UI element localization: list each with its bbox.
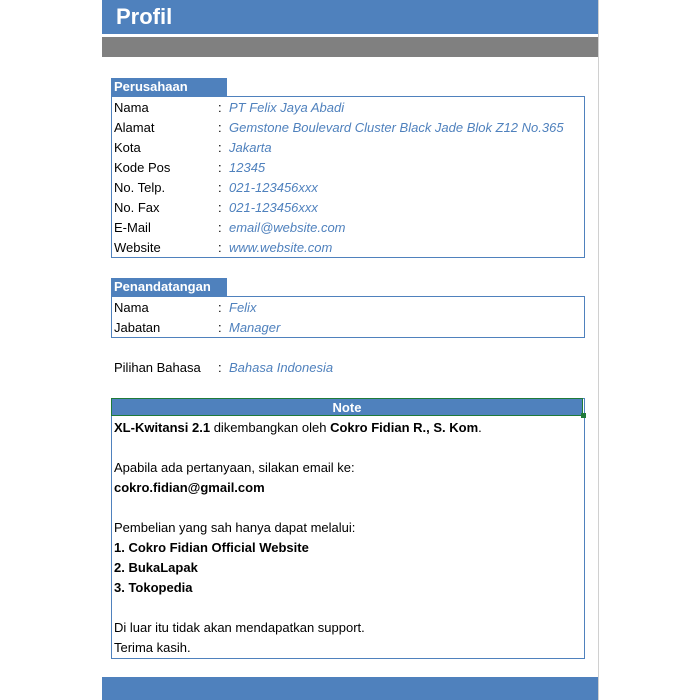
colon: : [218,200,222,215]
note-channel-2: 2. BukaLapak [114,560,198,575]
note-channel-3: 3. Tokopedia [114,580,193,595]
product-name: XL-Kwitansi 2.1 [114,420,211,435]
language-select[interactable]: Bahasa Indonesia [229,360,334,375]
company-row-address[interactable] [0,118,700,138]
company-fax-value[interactable]: 021-123456xxx [229,200,318,215]
company-city-value[interactable]: Jakarta [229,140,272,155]
company-email-value[interactable]: email@website.com [229,220,346,235]
page-title: Profil [116,4,173,29]
colon: : [218,360,222,375]
company-name-value[interactable]: PT Felix Jaya Abadi [229,100,345,115]
note-line-thanks: Terima kasih. [114,640,191,655]
field-label: Website [114,240,161,255]
title-bar [102,0,598,34]
colon: : [218,300,222,315]
signer-name-value[interactable]: Felix [229,300,257,315]
note-text: dikembangkan oleh [210,420,331,435]
company-row-website[interactable] [0,238,700,258]
footer-bar [102,677,598,700]
note-channel-1: 1. Cokro Fidian Official Website [114,540,309,555]
colon: : [218,220,222,235]
colon: : [218,320,222,335]
field-label: E-Mail [114,220,151,235]
colon: : [218,140,222,155]
developer-name: Cokro Fidian R., S. Kom [330,420,479,435]
field-label: Jabatan [114,320,161,335]
signer-row-name[interactable] [0,298,700,318]
signer-section-heading: Penandatangan [111,278,227,296]
header-divider [102,37,598,57]
note-line-contact: Apabila ada pertanyaan, silakan email ke: [114,460,355,475]
company-website-value[interactable]: www.website.com [229,240,333,255]
company-phone-value[interactable]: 021-123456xxx [229,180,318,195]
colon: : [218,240,222,255]
signer-row-position[interactable] [0,318,700,338]
note-email: cokro.fidian@gmail.com [114,480,265,495]
signer-position-value[interactable]: Manager [229,320,281,335]
company-row-postal[interactable] [0,158,700,178]
note-line-purchase: Pembelian yang sah hanya dapat melalui: [114,520,356,535]
colon: : [218,180,222,195]
field-label: No. Telp. [114,180,166,195]
field-label: Kode Pos [114,160,171,175]
language-row[interactable] [0,358,700,378]
company-row-city[interactable] [0,138,700,158]
note-line-developer [114,418,482,438]
company-row-email[interactable] [0,218,700,238]
field-label: Nama [114,100,149,115]
company-row-fax[interactable] [0,198,700,218]
field-label: No. Fax [114,200,160,215]
company-section-heading: Perusahaan [111,78,227,96]
company-address-value[interactable]: Gemstone Boulevard Cluster Black Jade Blok Z12 No.365 [229,120,564,135]
cell-fill-handle[interactable] [581,413,586,418]
colon: : [218,160,222,175]
note-heading[interactable]: Note [111,398,583,416]
field-label: Alamat [114,120,155,135]
field-label: Kota [114,140,141,155]
company-row-name[interactable] [0,98,700,118]
note-line-support: Di luar itu tidak akan mendapatkan support. [114,620,365,635]
field-label: Nama [114,300,149,315]
company-postal-value[interactable]: 12345 [229,160,266,175]
note-text: . [478,420,482,435]
language-label: Pilihan Bahasa [114,360,201,375]
colon: : [218,100,222,115]
colon: : [218,120,222,135]
company-row-phone[interactable] [0,178,700,198]
